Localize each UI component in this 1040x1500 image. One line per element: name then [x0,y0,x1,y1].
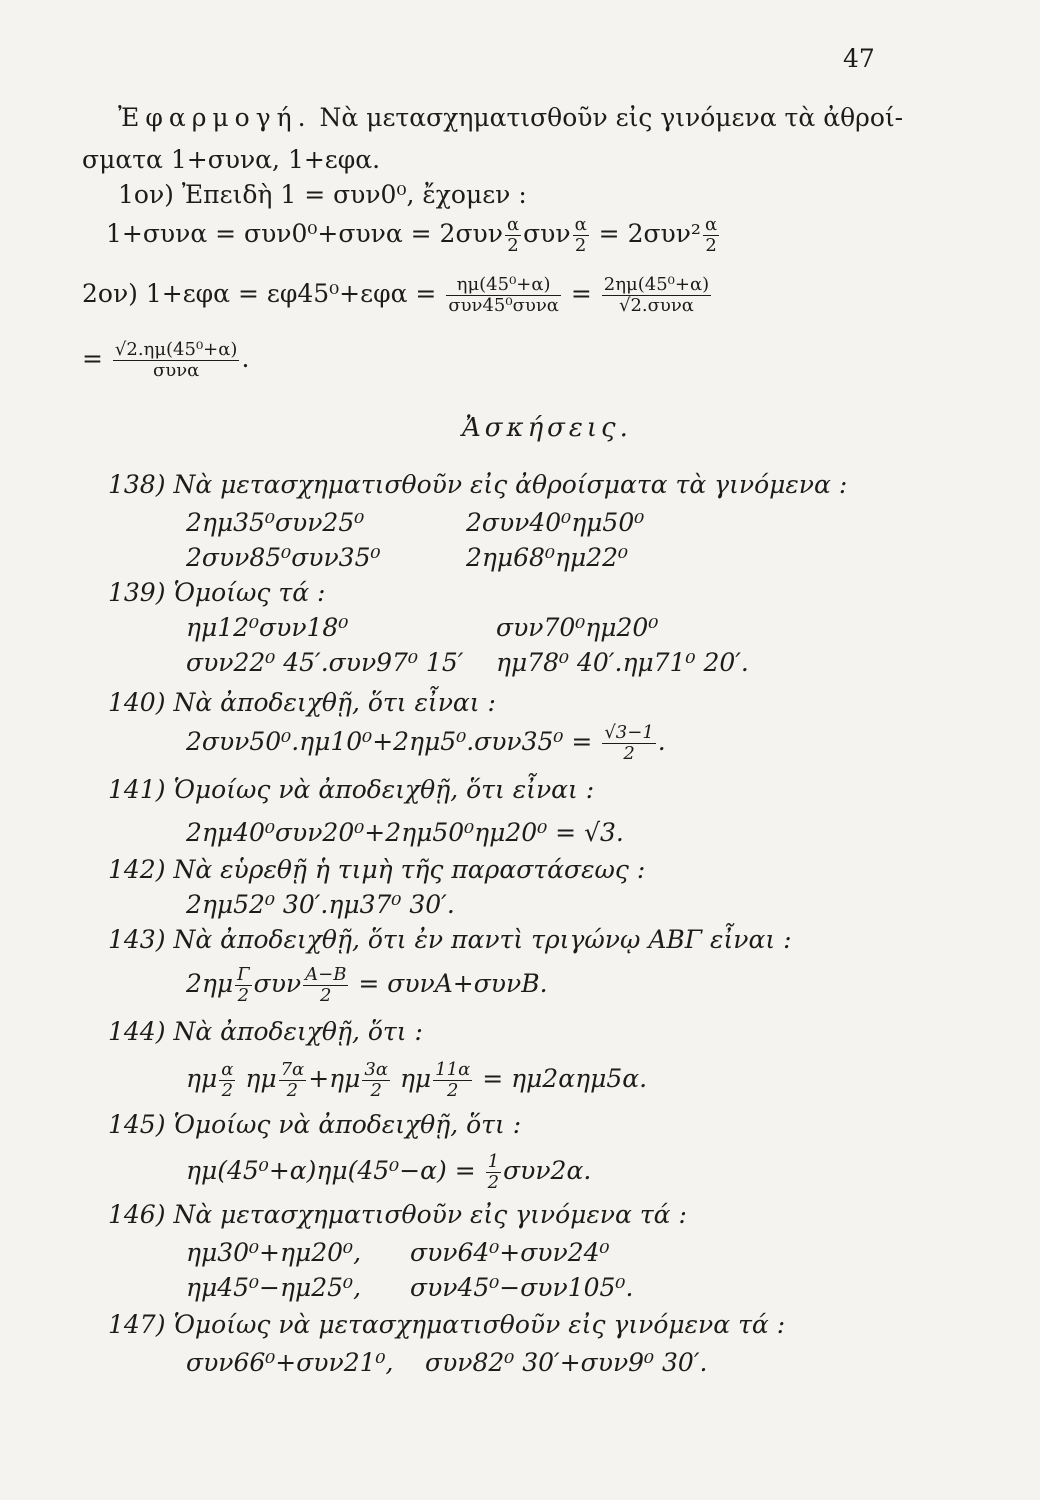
exercise-number: 142) [108,855,166,884]
formula-139c: συν22⁰ 45′.συν97⁰ 15′ [186,648,464,677]
formula-139d: ημ78⁰ 40′.ημ71⁰ 20′. [496,648,749,677]
case1-eq-right: = 2συν² [598,219,701,248]
frac-num: √2.ημ(45⁰+α) [114,339,238,360]
formula-146d: συν45⁰−συν105⁰. [410,1273,634,1302]
case1-eq-left: 1+συνα = συν0⁰+συνα = 2συν [106,219,503,248]
frac-den: συν45⁰συνα [448,295,559,316]
frac-den: 2 [433,1080,472,1101]
formula-144-part: ημ [186,1064,218,1093]
exercise-138 [108,470,847,500]
fraction-a-over-2-second [573,215,589,256]
frac-num: 2ημ(45⁰+α) [603,274,710,295]
frac-den: 2 [362,1080,390,1101]
formula-146a: ημ30⁰+ημ20⁰, [186,1238,362,1267]
formula-139a: ημ12⁰συν18⁰ [186,613,349,642]
formula-144-part: +ημ [308,1064,361,1093]
formula-144-frac-4 [433,1060,472,1101]
case1-eq-mid: συν [523,219,571,248]
frac-num: 3α [364,1059,388,1080]
formula-143-c: = συνΑ+συνΒ. [358,969,548,998]
equals-sign: = [570,279,592,308]
formula-138b: 2συν40⁰ημ50⁰ [466,508,645,537]
frac-num: √3−1 [604,722,654,743]
formula-143-frac-2 [303,965,348,1006]
formula-144-frac-1 [219,1060,235,1101]
exercise-text: Νὰ ἀποδειχθῇ, ὅτι : [173,1017,423,1046]
formula-140-fraction [602,723,655,764]
formula-147a: συν66⁰+συν21⁰, [186,1348,394,1377]
frac-den: συνα [113,360,240,381]
exercise-142 [108,855,645,885]
formula-144-part: ημ [399,1064,432,1093]
period: . [657,727,666,756]
frac-den: 2 [235,985,252,1006]
exercise-139 [108,578,325,608]
exercise-number: 138) [108,470,166,499]
frac-den: 2 [573,235,589,256]
frac-den: 2 [602,743,655,764]
exercise-text: Ὁμοίως νὰ ἀποδειχθῇ, ὅτι : [173,1110,522,1139]
fraction-a-over-2-third [703,215,719,256]
formula-143-frac-1 [235,965,252,1006]
application-line-1 [118,103,903,133]
exercise-144 [108,1017,423,1047]
frac-num: ημ(45⁰+α) [456,274,551,295]
case1-intro: 1ον) Ἐπειδὴ 1 = συν0⁰, ἔχομεν : [118,180,527,209]
frac-den: 2 [279,1080,307,1101]
period: . [241,344,250,373]
frac-num: Α−Β [305,964,347,985]
formula-143 [186,965,548,1006]
application-text: Νὰ μετασχηματισθοῦν εἰς γινόμενα τὰ ἀθροί- [319,103,904,132]
formula-144-part: = ημ2αημ5α. [482,1064,648,1093]
case2-fraction-2 [602,275,711,316]
formula-140-left: 2συν50⁰.ημ10⁰+2ημ5⁰.συν35⁰ = [186,727,593,756]
frac-num: 7α [280,1059,305,1080]
exercise-146 [108,1200,687,1230]
frac-num: 11α [435,1059,471,1080]
formula-141: 2ημ40⁰συν20⁰+2ημ50⁰ημ20⁰ = √3. [186,818,624,847]
frac-num: Γ [237,964,250,985]
formula-145-frac [486,1152,501,1193]
exercise-text: Ὁμοίως νὰ ἀποδειχθῇ, ὅτι εἶναι : [173,775,595,804]
formula-145-right: συν2α. [503,1156,592,1185]
formula-144-part: ημ [245,1064,277,1093]
frac-num: α [704,214,718,235]
exercise-text: Νὰ εὑρεθῇ ἡ τιμὴ τῆς παραστάσεως : [173,855,646,884]
exercise-text: Ὁμοίως νὰ μετασχηματισθοῦν εἰς γινόμενα τά : [173,1310,786,1339]
frac-num: α [221,1059,234,1080]
exercise-number: 139) [108,578,166,607]
exercise-text: Νὰ μετασχηματισθοῦν εἰς γινόμενα τά : [173,1200,687,1229]
frac-num: 1 [487,1151,500,1172]
application-label: Ἐφαρμογή. [118,103,312,132]
formula-138c: 2συν85⁰συν35⁰ [186,543,381,572]
exercise-text: Νὰ ἀποδειχθῇ, ὅτι εἶναι : [173,688,496,717]
case2-final-fraction [113,340,240,381]
exercise-140 [108,688,496,718]
case2-left: 2ον) 1+εφα = εφ45⁰+εφα = [82,279,437,308]
exercise-number: 140) [108,688,166,717]
formula-138a: 2ημ35⁰συν25⁰ [186,508,365,537]
frac-num: α [506,214,520,235]
exercise-text: Ὁμοίως τά : [173,578,326,607]
frac-den: 2 [303,985,348,1006]
formula-146b: συν64⁰+συν24⁰ [410,1238,610,1267]
exercises-heading: Ἀσκήσεις. [462,413,632,443]
formula-147b: συν82⁰ 30′+συν9⁰ 30′. [425,1348,708,1377]
exercise-text: Νὰ ἀποδειχθῇ, ὅτι ἐν παντὶ τριγώνῳ ΑΒΓ εἶναι : [173,925,792,954]
formula-139b: συν70⁰ημ20⁰ [496,613,659,642]
frac-den: 2 [703,235,719,256]
frac-den: 2 [487,1172,500,1193]
formula-138d: 2ημ68⁰ημ22⁰ [466,543,629,572]
exercise-text: Νὰ μετασχηματισθοῦν εἰς ἀθροίσματα τὰ γινόμενα : [173,470,848,499]
exercise-145 [108,1110,521,1140]
case2-fraction-1 [446,275,561,316]
case1-equation [106,215,721,256]
exercise-141 [108,775,594,805]
formula-145-left: ημ(45⁰+α)ημ(45⁰−α) = [186,1156,476,1185]
exercise-number: 146) [108,1200,166,1229]
exercise-147 [108,1310,785,1340]
frac-num: α [574,214,587,235]
exercise-number: 143) [108,925,166,954]
formula-146c: ημ45⁰−ημ25⁰, [186,1273,362,1302]
frac-den: √2.συνα [602,295,711,316]
application-line-2: σματα 1+συνα, 1+εφα. [82,145,381,174]
exercise-number: 141) [108,775,166,804]
formula-144-frac-2 [279,1060,307,1101]
frac-den: 2 [219,1080,235,1101]
case2-final [82,340,249,381]
formula-142: 2ημ52⁰ 30′.ημ37⁰ 30′. [186,890,455,919]
formula-143-b: συν [253,969,302,998]
frac-den: 2 [505,235,521,256]
formula-144 [186,1060,647,1101]
case2-equation [82,275,713,316]
formula-144-frac-3 [362,1060,390,1101]
equals-sign: = [82,344,103,373]
page-number: 47 [843,44,875,73]
exercise-143 [108,925,792,955]
formula-145 [186,1152,591,1193]
exercise-number: 145) [108,1110,166,1139]
formula-143-a: 2ημ [186,969,234,998]
exercise-number: 144) [108,1017,166,1046]
exercise-number: 147) [108,1310,166,1339]
fraction-a-over-2 [505,215,521,256]
formula-140 [186,723,666,764]
